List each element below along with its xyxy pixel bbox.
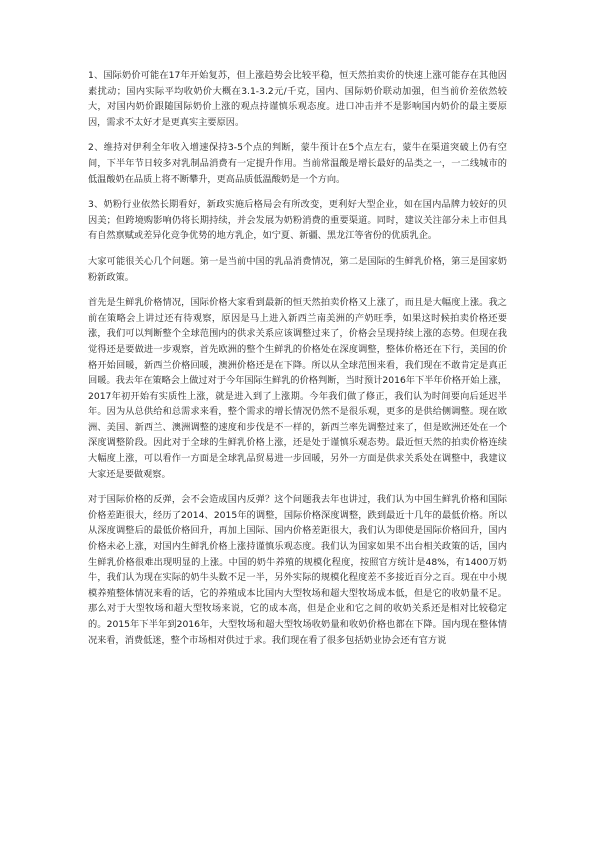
paragraph-summary-1: 1、国际奶价可能在17年开始复苏，但上涨趋势会比较平稳，恒天然拍卖价的快速上涨可能存在其他因素扰动；国内实际平均收奶价大概在3.1-3.2元/千克，国内、国际奶价联动加强，但当前价差依然较大，对国内奶价跟随国际奶价上涨的观点持谨慎乐观态度。进口冲击并不是影响国内奶价的最主要原因，需求不太好才是更真实主要原因。 — [88, 70, 507, 128]
paragraph-domestic-rebound: 对于国际价格的反弹，会不会造成国内反弹？这个问题我去年也讲过，我们认为中国生鲜乳价格和国际价格差距很大，经历了2014、2015年的调整，国际价格深度调整，跌到最近十几年的最低价格。所以从深度调整后的最低价格回升，再加上国际、国内价格差距很大，我们认为即使是国际价格回升，国内价格未必上涨，对国内生鲜乳价格上涨持谨慎乐观态度。我们认为国家如果不出台相关政策的话，国内生鲜乳价格很难出现明显的上涨。中国的奶牛养殖的规模化程度，按照官方统计是48%，有1400万奶牛，我们认为现在实际的奶牛头数不足一半，另外实际的规模化程度差不多接近百分之百。现在中小规模养殖整体情况来看的话，它的养殖成本比国内大型牧场和超大型牧场成本低，但是它的收奶量不足。那么对于大型牧场和超大型牧场来说，它的成本高，但是企业和它之间的收奶关系还是相对比较稳定的。2015年下半年到2016年，大型牧场和超大型牧场收奶量和收奶价格也都在下降。国内现在整体情况来看，消费低迷，整个市场相对供过于求。我们现在看了很多包括奶业协会还有官方说 — [88, 494, 507, 646]
paragraph-raw-milk-price: 首先是生鲜乳价格情况，国际价格大家看到最新的恒天然拍卖价格又上涨了，而且是大幅度上涨。我之前在策略会上讲过还有待观察，原因是马上进入新西兰南美洲的产奶旺季，如果这时候拍卖价格还要涨，我们可以判断整个全球范围内的供求关系应该调整过来了，价格会呈现持续上涨的态势。但现在我觉得还是要做进一步观察，首先欧洲的整个生鲜乳的价格处在深度调整，整体价格还在下行，美国的价格开始回暖，新西兰价格回暖，澳洲价格还是在下降。所以从全球范围来看，我们现在不敢肯定是真正回暖。我去年在策略会上做过对于今年国际生鲜乳的价格判断，当时预计2016年下半年价格开始上涨，2017年初开始有实质性上涨，就是进入到了上涨期。今年我们做了修正，我们认为时间要向后延迟半年。因为从总供给和总需求来看，整个需求的增长情况仍然不是很乐观，更多的是供给侧调整。现在欧洲、美国、新西兰、澳洲调整的速度和步伐是不一样的，新西兰率先调整过来了，但是欧洲还处在一个深度调整阶段。因此对于全球的生鲜乳价格上涨，还是处于谨慎乐观态势。最近恒天然的拍卖价格连续大幅度上涨，可以看作一方面是全球乳品贸易进一步回暖，另外一方面是供求关系处在调整中，我建议大家还是要做观察。 — [88, 297, 507, 480]
paragraph-summary-2: 2、维持对伊利全年收入增速保持3-5个点的判断，蒙牛预计在5个点左右，蒙牛在渠道突破上仍有空间，下半年节日较多对乳制品消费有一定提升作用。当前常温酸是增长最好的品类之一，一二线城市的低温酸奶在品质上将不断攀升，更高品质低温酸奶是一个方向。 — [88, 142, 507, 185]
paragraph-summary-3: 3、奶粉行业依然长期看好，新政实施后格局会有所改变，更利好大型企业，如在国内品牌力较好的贝因美；但跨境购影响仍将长期持续，并会发展为奶粉消费的重要渠道。同时，建议关注部分未上市但具有自然禀赋或差异化竞争优势的地方乳企，如宁夏、新疆、黑龙江等省份的优质乳企。 — [88, 199, 507, 242]
paragraph-intro: 大家可能很关心几个问题。第一是当前中国的乳品消费情况，第二是国际的生鲜乳价格，第三是国家奶粉新政策。 — [88, 255, 507, 283]
